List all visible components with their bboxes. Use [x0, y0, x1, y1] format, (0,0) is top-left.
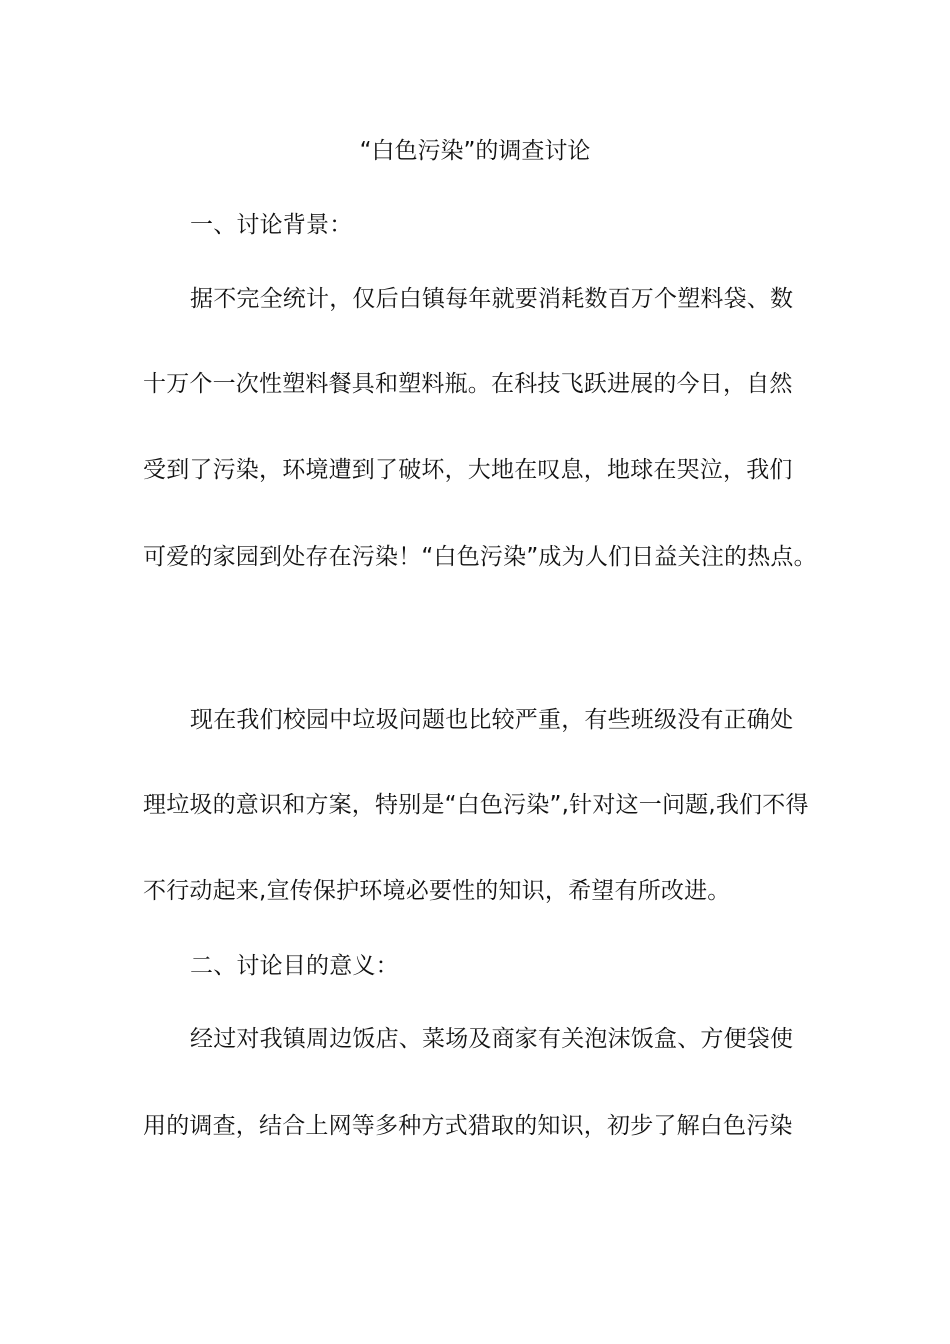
paragraph-line: 据不完全统计，仅后白镇每年就要消耗数百万个塑料袋、数	[190, 286, 794, 312]
paragraph-line: 现在我们校园中垃圾问题也比较严重，有些班级没有正确处	[190, 707, 794, 733]
paragraph-line: 经过对我镇周边饭店、菜场及商家有关泡沫饭盒、方便袋使	[190, 1026, 794, 1052]
section-heading-background: 一、讨论背景：	[190, 212, 353, 238]
document-title: “白色污染”的调查讨论	[359, 138, 591, 164]
paragraph-line: 用的调查，结合上网等多种方式猎取的知识，初步了解白色污染	[143, 1113, 793, 1139]
paragraph-line: 受到了污染，环境遭到了破坏，大地在叹息，地球在哭泣，我们	[143, 457, 793, 483]
paragraph-line: 不行动起来,宣传保护环境必要性的知识，希望有所改进。	[143, 878, 731, 904]
paragraph-line: 理垃圾的意识和方案，特别是“白色污染”,针对这一问题,我们不得	[143, 792, 809, 818]
paragraph-line: 十万个一次性塑料餐具和塑料瓶。在科技飞跃进展的今日，自然	[143, 371, 793, 397]
section-heading-purpose: 二、讨论目的意义：	[190, 953, 399, 979]
paragraph-line: 可爱的家园到处存在污染！“白色污染”成为人们日益关注的热点。	[143, 544, 817, 570]
